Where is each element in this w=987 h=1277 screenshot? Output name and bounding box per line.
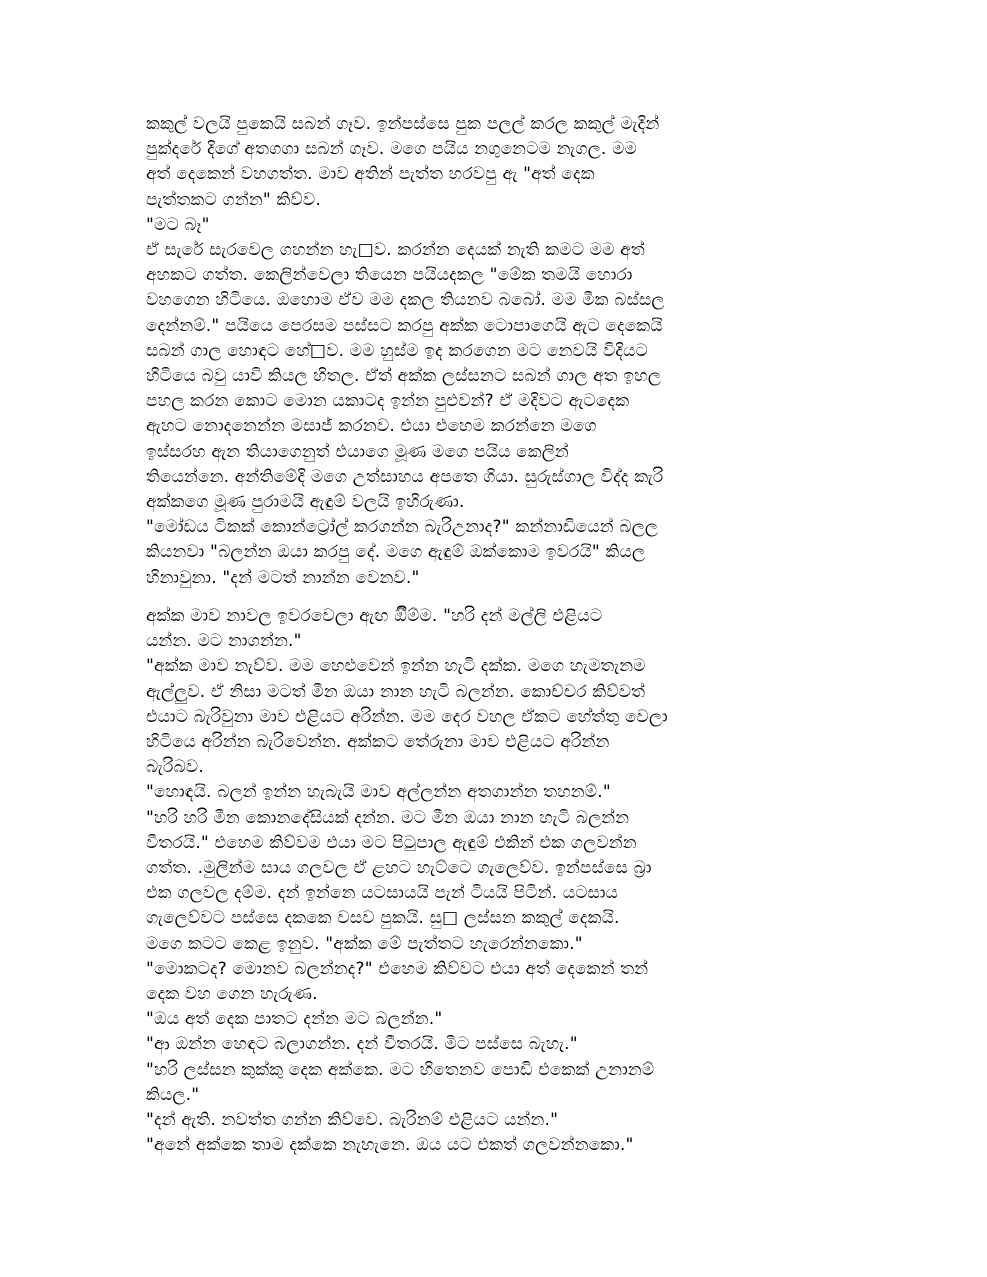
- text-line: එක ගලවල දම්ම. දන් ඉන්නෙ යටසායයි පැන් ටියයි පිටින්. යටසාය: [146, 883, 619, 904]
- text-line: පැත්තකට ගන්න" කිව්ව.: [146, 189, 321, 210]
- text-line: තියෙන්නෙ. අන්තිමේදි මගෙ උත්සාහය අපතෙ ගියා. සුරුස්ගාල විද්ද කැරි: [146, 466, 664, 487]
- text-line: "ඔය අත් දෙක පාතට දන්න මට බලන්න.": [146, 1009, 443, 1030]
- text-line: ඉස්සරහ ඇන තියාගෙනුත් එයාගෙ මූණ මගෙ පයිය කෙලින්: [146, 441, 569, 462]
- text-line: ඇහට නොදනෙන්න මසාජ් කරනව. එයා එහෙම කරන්නෙ මගෙ: [146, 416, 597, 437]
- text-line: අත් දෙකෙන් වහගත්ත. මාව අතින් පැත්ත හරවපු ඇ "අත් දෙක: [146, 164, 595, 185]
- text-line: පුක්දරේ දිගේ අතගගා සබන් ගෑව. මගෙ පයිය නගුනෙටම නැගල. මම: [146, 139, 637, 160]
- paragraph-block-2: [146, 604, 842, 1158]
- text-line: "අනේ අක්කෙ තාම දක්කෙ නැහැනෙ. ඔය යට එකත් ගලවන්නකො.": [146, 1135, 634, 1156]
- text-line: ඒ සැරේ සැරවෙල ගහන්න හැ□ව. කරන්න දෙයක් නැති කමට මම අත්: [146, 240, 645, 261]
- text-line: "ආ ඔන්න හෙඳට බලාගන්න. දන් වීතරයි. මීට පස්සෙ බැහැ.": [146, 1034, 578, 1055]
- text-line: වීතරයි." එහෙම කිව්වම එයා මට පිටුපාල ඇඳුම් එකින් එක ගලවන්න: [146, 832, 637, 853]
- text-line: ගත්ත. .මුලින්ම සාය ගලවල ඒ ළහට හැට්ටෙ ගැලෙව්ව. ඉන්පස්සෙ බ්‍රා: [146, 858, 652, 879]
- text-line: හිටියෙ අරින්න බැරිවෙන්න. අක්කට තේරුනා මාව එළියට අරින්න: [146, 732, 610, 753]
- text-line: "මට බෑ": [146, 214, 210, 235]
- text-line: ඇල්ලුව. ඒ නිසා මටත් මීන ඔයා නාන හැටි බලන්න. කොච්චර කිව්වත්: [146, 681, 646, 702]
- text-line: දෙක වහ ගෙන හැරුණ.: [146, 984, 318, 1005]
- text-line: හිනාවුනා. "දන් මටත් නාන්න වෙනව.": [146, 567, 420, 588]
- text-line: "මෝඩය ටිකක් කොන්ට්‍රෝල් කරගන්න බැරිඋනාද?" කන්නාඩියෙන් බලල: [146, 517, 659, 538]
- text-line: දෙන්නම්." පයියෙ පෙරසම පස්සට කරපු අක්ක ටොපාගෙයි ඇට දෙකෙයි: [146, 315, 663, 336]
- text-line: "හරි හරි මීන කොනදේසියක් දන්න. මට මීන ඔයා නාන හැටි බලන්න: [146, 807, 630, 828]
- text-line: මගෙ කටට කෙළ ඉනුව. "අක්ක මේ පැත්තට හැරෙන්නකො.": [146, 933, 583, 954]
- text-line: බැරිබව.: [146, 757, 204, 778]
- text-line: පහල කරන කොට මොන යකාටද ඉන්න පුළුවන්? ඒ මදිවට ඇටදෙක: [146, 391, 630, 412]
- text-line: "හරි ලස්සන කුක්කු දෙක අක්කෙ. මට හිතෙනව පොඩි එකෙක් උනානම්: [146, 1059, 655, 1080]
- text-line: ගැලෙව්වට පස්සෙ දකකෙ වසව පුකයි. සු□ ලස්සන කකුල් දෙකයි.: [146, 908, 620, 929]
- text-line: කියල.": [146, 1084, 200, 1105]
- text-line: "හොඳයි. බලන් ඉන්න හැබැයි මාව අල්ලන්න අතගාන්න තහනම්.": [146, 782, 611, 803]
- text-line: වහගෙන හිටියෙ. ඔහොම ඒව මම දකල තියනව බබෝ. මම මීක බස්සල: [146, 290, 665, 311]
- text-line: හිටියෙ බවු යාවි කියල හිතල. ඒත් අක්ක ලස්සනට සබන් ගාල අත ඉහල: [146, 366, 661, 387]
- text-line: සබන් ගාල හොඳට හේ□ව. මම හුස්ම ඉද කරගෙන මට නෙවයි විදියට: [146, 340, 648, 361]
- text-line: කියනවා "බලන්න ඔයා කරපු දේ. මගෙ ඇඳුම් ඔක්කොම ඉවරයි" කියල: [146, 542, 646, 563]
- text-line: යන්න. මට නාගන්න.": [146, 631, 302, 652]
- text-line: එයාට බැරිවුනා මාව එළියට අරින්න. මම දෙර වහල ඒකට හේත්තු වෙලා: [146, 706, 668, 727]
- text-line: අක්ක මාව නාවල ඉවරවෙලා ඇඟ ඕීම්ම. "හරි දන් මල්ලි එළියට: [146, 606, 603, 626]
- text-line: කකුල් වලයි පුකෙයි සබන් ගෑව. ඉන්පස්සෙ පුක පලල් කරල කකුල් මැදින්: [146, 114, 660, 134]
- paragraph-block-1: [146, 112, 842, 591]
- text-line: "මොකටද? මොනව බලන්නද?" එහෙම කිව්වට එයා අත් දෙකෙන් තන්: [146, 958, 649, 979]
- text-line: අහකට ගත්ත. කෙලින්වෙලා තියෙන පයියදකල "මේක තමයි හොරා: [146, 265, 633, 286]
- text-line: අක්කගෙ මූණ පුරාමයි ඇඳුම් වලයි ඉහිරුණා.: [146, 492, 465, 513]
- text-line: "අක්ක මාව නැව්ව. මම හෙළුවෙන් ඉන්න හැටි දක්ක. මගෙ හැමතැනම: [146, 656, 646, 677]
- text-line: "දන් ඇති. නවත්ත ගන්න කිව්වෙ. බැරිනම් එළියට යන්න.": [146, 1110, 559, 1131]
